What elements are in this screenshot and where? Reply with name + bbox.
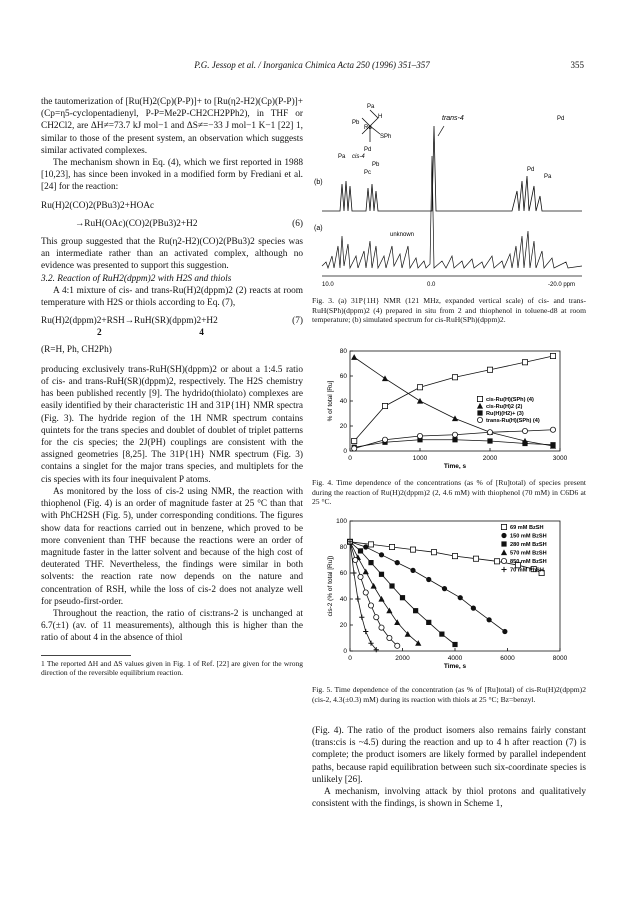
equation-number: (6) <box>292 218 303 229</box>
data-point <box>426 577 431 582</box>
y-tick-label: 100 <box>336 518 347 525</box>
data-point <box>417 433 422 438</box>
trace-a-label: (a) <box>314 225 323 232</box>
equation-6 <box>41 200 303 212</box>
data-point <box>382 375 388 381</box>
data-point <box>477 396 482 401</box>
data-point <box>522 441 527 446</box>
fig4-caption: Fig. 4. Time dependence of the concentrations (as % of [Ru]total) of species present during the reaction of Ru(H)2(dppm)2 (2, 4.6 mM) with thiophenol (70 mM) in C6D6 at 25 °C. <box>312 478 586 507</box>
x-tick-label: 2000 <box>395 655 410 662</box>
struct-pb: Pb <box>352 120 360 126</box>
fig4-chart <box>318 345 583 475</box>
data-point <box>550 353 555 358</box>
footnote-rule <box>41 655 131 656</box>
data-point <box>395 643 400 648</box>
data-point <box>389 544 394 549</box>
fig3-nmr-spectrum <box>312 96 590 296</box>
data-point <box>379 552 384 557</box>
data-point <box>501 567 506 572</box>
data-point <box>487 617 492 622</box>
y-tick-label: 40 <box>339 398 347 405</box>
data-point <box>351 570 356 575</box>
x-tick-label: 3000 <box>552 455 568 462</box>
x-tick-label: 0 <box>348 655 352 662</box>
data-point <box>439 632 444 637</box>
data-point <box>477 417 482 422</box>
y-tick-label: 20 <box>339 622 347 629</box>
paragraph: The mechanism shown in Eq. (4), which we first reported in 1988 [10,23], has since been invoked in a modified form by Frediani et al. [24] for the reaction: <box>41 158 303 193</box>
ppm-tick: 0.0 <box>427 282 436 288</box>
data-point <box>378 596 384 602</box>
equation-6-cont <box>41 218 303 230</box>
data-point <box>351 354 357 360</box>
x-tick-label: 8000 <box>552 655 568 662</box>
struct-h: H <box>378 114 383 120</box>
fig5-caption: Fig. 5. Time dependence of the concentration (as % of [Ru]total) of cis-Ru(H)2(dppm)2 (cis-2, 4.3(±0.3) mM) during its reaction with thiols at 25 °C; Bz=benzyl. <box>312 685 586 704</box>
legend-label: 280 mM BzSH <box>510 542 547 548</box>
data-point <box>363 590 368 595</box>
ppm-tick: 10.0 <box>322 282 334 288</box>
pb-label: Pb <box>372 162 380 168</box>
legend-label: Ru(H)(H2)+ (3) <box>486 411 524 417</box>
data-point <box>452 432 457 437</box>
data-point <box>501 549 507 555</box>
x-tick-label: 2000 <box>482 455 498 462</box>
fig3-caption: Fig. 3. (a) 31P{1H} NMR (121 MHz, expanded vertical scale) of cis- and trans-RuH(SPh)(dppm)2 (4) prepared in situ from 2 and thiophenol in toluene-d8 at room temperature; (b) simulated spectrum for cis-RuH(SPh)(dppm)2. <box>312 296 586 325</box>
trace-b-label: (b) <box>314 179 323 186</box>
data-point <box>368 603 373 608</box>
data-point <box>395 560 400 565</box>
x-axis-label: Time, s <box>443 663 467 670</box>
experimental-spectrum-a <box>322 156 582 268</box>
data-point <box>368 560 373 565</box>
data-point <box>358 548 363 553</box>
simulated-spectrum-b <box>322 126 582 211</box>
y-tick-label: 0 <box>343 448 347 455</box>
arrow-icon <box>438 126 444 136</box>
y-axis-label: % of total [Ru] <box>327 380 334 422</box>
data-point <box>501 533 506 538</box>
data-point <box>387 635 392 640</box>
data-point <box>431 550 436 555</box>
data-point <box>358 574 363 579</box>
data-point <box>502 629 507 634</box>
data-point <box>363 629 368 634</box>
data-point <box>359 615 364 620</box>
data-point <box>442 586 447 591</box>
fig5-chart <box>318 515 583 680</box>
data-point <box>379 625 384 630</box>
data-point <box>413 608 418 613</box>
equation-number: (7) <box>292 316 303 327</box>
page-number: 355 <box>570 60 584 70</box>
data-point <box>487 438 492 443</box>
footnote: 1 The reported ΔH and ΔS values given in Fig. 1 of Ref. [22] are given for the wrong direction of the reversible equilibrium reaction. <box>41 658 303 678</box>
data-point <box>477 410 482 415</box>
x-tick-label: 6000 <box>500 655 515 662</box>
pa-label: Pa <box>338 154 346 160</box>
struct-sph: SPh <box>380 134 392 140</box>
section-heading: 3.2. Reaction of RuH2(dppm)2 with H2S and thiols <box>41 273 232 284</box>
data-point <box>363 569 369 575</box>
legend-label: 850 mM BzSH <box>510 559 547 565</box>
paragraph: (Fig. 4). The ratio of the product isomers also remains fairly constant (trans:cis is ~4.5) during the reaction and up to 4 h after reaction (7) is complete; the product isomers are likely formed by parallel independent paths, because rapid equilibration between such six-coordinate species is unlikely [26]. <box>312 726 586 785</box>
data-point <box>501 541 506 546</box>
paragraph: This group suggested that the Ru(η2-H2)(CO)2(PBu3)2 species was an intermediate rather than an activated complex, although no evidence was presented to support this suggestion. <box>41 237 303 272</box>
journal-citation: P.G. Jessop et al. / Inorganica Chimica Acta 250 (1996) 351–357 <box>194 60 430 70</box>
trans-4-label: trans-4 <box>442 115 464 122</box>
data-point <box>458 595 463 600</box>
paragraph: As monitored by the loss of cis-2 using NMR, the reaction with thiophenol (Fig. 4) is an order of magnitude faster at 25 °C than that with PhCH2SH (Fig. 5), under corresponding conditions. The figures show data for reactions carried out in benzene, which proved to be more convenient than THF because the reactions were an order of magnitude faster in the latter solvent and because of the high cost of deuterated THF. Nevertheless, the findings were similar in both solvents: the reaction rate now depends on the nature and concentration of RSH, while the loss of cis-2 does not analyze well for pseudo-first-order. <box>41 486 303 607</box>
data-point <box>374 615 379 620</box>
data-point <box>400 595 405 600</box>
equation-7-labels: 2 4 <box>97 328 204 339</box>
pc-label: Pc <box>364 170 372 176</box>
data-point <box>389 583 394 588</box>
data-point <box>410 568 415 573</box>
data-point <box>550 427 555 432</box>
y-tick-label: 20 <box>339 423 347 430</box>
paragraph: the tautomerization of [Ru(H)2(Cp)(P-P)]+ to [Ru(η2-H2)(Cp)(P-P)]+ (Cp=η5-cyclopentadienyl, P-P=Me2P-CH2CH2PPh2), in THF or CH2Cl2, are ΔH≠=73.7 kJ mol−1 and ΔS≠=−33 J mol−1 K−1 [22] 1, similar to those of the present system, an observation which suggests similar activated complexes. <box>41 97 303 156</box>
data-point <box>368 542 373 547</box>
data-point <box>394 619 400 625</box>
unknown-label: unknown <box>390 232 415 238</box>
legend-label: 69 mM BzSH <box>510 525 544 531</box>
right-column <box>312 725 586 810</box>
data-point <box>371 583 377 589</box>
legend-label: trans-Ru(H)(SPh) (4) <box>486 418 540 424</box>
y-tick-label: 60 <box>339 570 347 577</box>
data-point <box>352 438 357 443</box>
data-point <box>355 596 360 601</box>
x-tick-label: 4000 <box>447 655 463 662</box>
paragraph: producing exclusively trans-RuH(SH)(dppm)2 or about a 1:4.5 ratio of cis- and trans-RuH(SR)(dppm)2, respectively. The H2S chemistry has been published recently [9]. The hydrido(thiolato) complexes are easily identified by their characteristic 1H and 31P{1H} NMR spectra (Fig. 3). The hydride region of the 1H NMR spectrum contains quintets for the trans species and doublet of doublet of triplet patterns for the cis species; the 2J(PH) couplings are consistent with the assigned geometries [8,25]. The 31P{1H} NMR spectrum (Fig. 3) contains a singlet for the major trans species, and multiplets for the cis species with its four inequivalent P atoms. <box>41 364 303 485</box>
plot-frame <box>350 521 560 651</box>
y-tick-label: 0 <box>343 648 347 655</box>
data-point <box>352 446 357 451</box>
struct-ru: Ru <box>364 125 372 131</box>
x-tick-label: 1000 <box>412 455 428 462</box>
data-point <box>379 572 384 577</box>
data-point <box>417 398 423 404</box>
data-point <box>452 375 457 380</box>
cis-4-label: cis-4 <box>352 154 365 160</box>
pd-label-2: Pd <box>527 167 535 173</box>
data-point <box>471 606 476 611</box>
data-point <box>452 642 457 647</box>
paragraph: A 4:1 mixture of cis- and trans-Ru(H)2(dppm)2 (2) reacts at room temperature with H2S or thiols according to Eq. (7), <box>41 285 303 309</box>
y-tick-label: 80 <box>339 544 347 551</box>
data-point <box>501 558 506 563</box>
data-point <box>550 442 555 447</box>
data-point <box>522 360 527 365</box>
data-point <box>382 403 387 408</box>
paragraph: A mechanism, involving attack by thiol protons and qualitatively consistent with the findings, is shown in Scheme 1, <box>312 787 586 810</box>
data-point <box>494 559 499 564</box>
struct-pa: Pa <box>367 104 375 110</box>
x-axis-label: Time, s <box>443 463 467 470</box>
data-point <box>452 415 458 421</box>
pa-label-2: Pa <box>544 174 552 180</box>
data-point <box>473 556 478 561</box>
paragraph: Throughout the reaction, the ratio of cis:trans-2 is unchanged at 6.7(±1) (av. of 11 measurements), although this is higher than the ratio of about 4 in the absence of thiol <box>41 608 303 644</box>
legend-label: cis-Ru(H)(SPh) (4) <box>486 397 534 403</box>
data-point <box>522 428 527 433</box>
y-tick-label: 60 <box>339 373 347 380</box>
pd-label: Pd <box>557 116 565 122</box>
data-point <box>353 557 358 562</box>
r-definition: (R=H, Ph, CH2Ph) <box>41 344 112 355</box>
data-point <box>417 385 422 390</box>
equation-6-line2: →RuH(OAc)(CO)2(PBu3)2+H2 <box>75 218 198 229</box>
data-point <box>477 403 483 409</box>
data-point <box>382 437 387 442</box>
legend-label: 70 mM PhSH <box>510 567 544 574</box>
data-point <box>487 367 492 372</box>
x-tick-label: 0 <box>348 455 352 462</box>
equation-7-text: Ru(H)2(dppm)2+RSH→RuH(SR)(dppm)2+H2 <box>41 316 218 327</box>
data-point <box>452 554 457 559</box>
y-tick-label: 40 <box>339 596 347 603</box>
data-point <box>363 544 368 549</box>
y-tick-label: 80 <box>339 348 347 355</box>
running-header <box>40 60 584 74</box>
legend-label: cis-Ru(H)2 (2) <box>486 404 523 410</box>
legend-label: 150 mM BzSH <box>510 533 547 540</box>
data-point <box>426 620 431 625</box>
legend-label: 570 mM BzSH <box>510 550 547 557</box>
data-point <box>386 608 392 614</box>
ppm-tick: -20.0 ppm <box>548 282 576 288</box>
left-column <box>41 96 303 678</box>
data-point <box>410 547 415 552</box>
y-axis-label: cis-2 (% of total [Ru]) <box>327 555 334 617</box>
struct-pd: Pd <box>364 147 372 153</box>
equation-6-line1: Ru(H)2(CO)2(PBu3)2+HOAc <box>41 200 155 211</box>
equation-7 <box>41 315 303 327</box>
data-point <box>501 524 506 529</box>
data-point <box>487 430 492 435</box>
data-point <box>452 437 457 442</box>
